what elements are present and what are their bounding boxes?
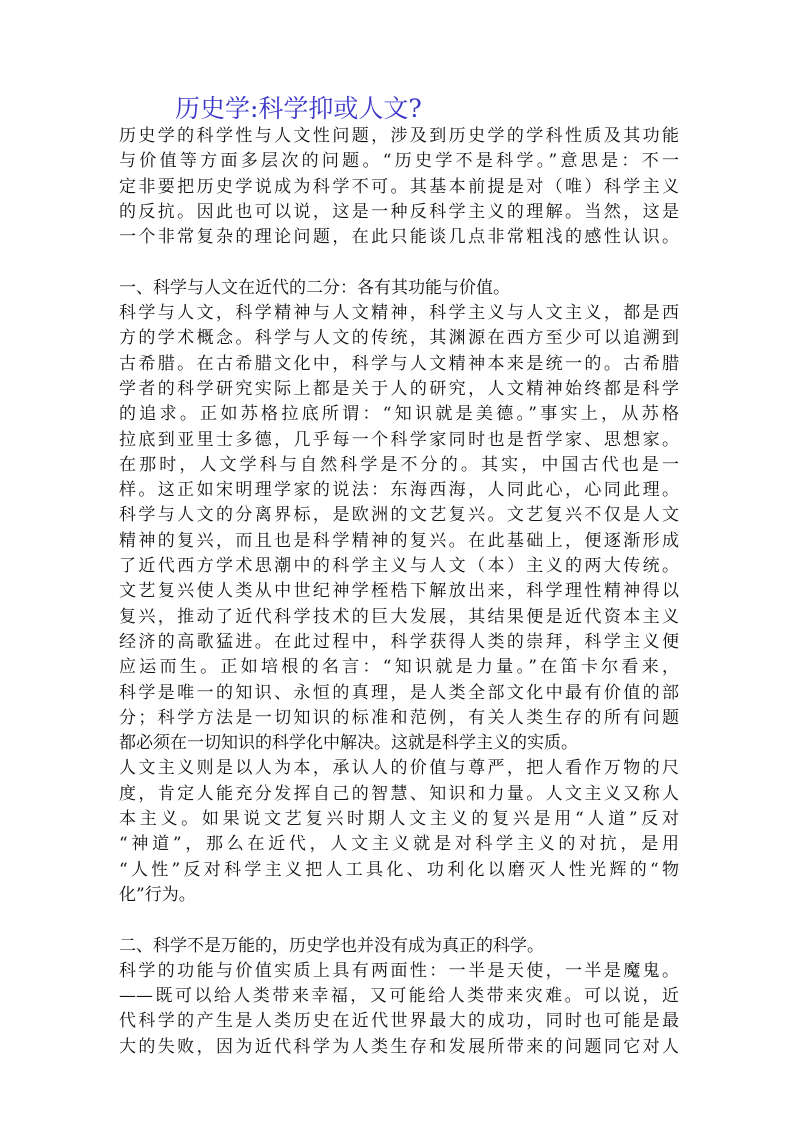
text-line: “人性”反对科学主义把人工具化、功利化以磨灭人性光辉的“物 [119, 859, 679, 880]
text-line: 本主义。如果说文艺复兴时期人文主义的复兴是用“人道”反对 [119, 809, 679, 830]
text-line: 大的失败，因为近代科学为人类生存和发展所带来的问题同它对人 [119, 1036, 679, 1057]
text-line: 拉底到亚里士多德，几乎每一个科学家同时也是哲学家、思想家。 [119, 429, 679, 450]
document-title: 历史学:科学抑或人文? [175, 94, 422, 123]
paragraph-spacer [119, 250, 679, 275]
text-line: 都必须在一切知识的科学化中解决。这就是科学主义的实质。 [119, 733, 578, 754]
text-line: 样。这正如宋明理学家的说法：东海西海，人同此心，心同此理。 [119, 480, 679, 501]
text-line: 方的学术概念。科学与人文的传统，其渊源在西方至少可以追溯到 [119, 328, 679, 349]
text-line: 经济的高歌猛进。在此过程中，科学获得人类的崇拜，科学主义便 [119, 631, 679, 652]
text-line: 文艺复兴使人类从中世纪神学桎梏下解放出来，科学理性精神得以 [119, 581, 679, 602]
text-line: 的反抗。因此也可以说，这是一种反科学主义的理解。当然，这是 [119, 201, 679, 222]
text-line: 化”行为。 [119, 884, 196, 905]
text-line: 与价值等方面多层次的问题。“历史学不是科学。”意思是：不一 [119, 151, 679, 172]
text-line: 科学与人文，科学精神与人文精神，科学主义与人文主义，都是西 [119, 303, 679, 324]
text-line: 人文主义则是以人为本，承认人的价值与尊严，把人看作万物的尺 [119, 758, 679, 779]
text-line: 学者的科学研究实际上都是关于人的研究，人文精神始终都是科学 [119, 378, 679, 399]
section-1 [119, 276, 679, 908]
text-line: 一个非常复杂的理论问题，在此只能谈几点非常粗浅的感性认识。 [119, 227, 679, 248]
section-2 [119, 934, 679, 1060]
text-line: 定非要把历史学说成为科学不可。其基本前提是对（唯）科学主义 [119, 176, 679, 197]
section-heading: 一、科学与人文在近代的二分：各有其功能与价值。 [119, 277, 510, 298]
text-line: 科学的功能与价值实质上具有两面性：一半是天使，一半是魔鬼。 [119, 960, 679, 981]
text-line: 复兴，推动了近代科学技术的巨大发展，其结果便是近代资本主义 [119, 606, 679, 627]
text-line: ——既可以给人类带来幸福，又可能给人类带来灾难。可以说，近 [119, 986, 679, 1007]
text-line: 了近代西方学术思潮中的科学主义与人文（本）主义的两大传统。 [119, 556, 679, 577]
text-line: 应运而生。正如培根的名言：“知识就是力量。”在笛卡尔看来， [119, 657, 679, 678]
section-heading: 二、科学不是万能的，历史学也并没有成为真正的科学。 [119, 935, 544, 956]
text-line: 科学与人文的分离界标，是欧洲的文艺复兴。文艺复兴不仅是人文 [119, 505, 679, 526]
text-line: “神道”，那么在近代，人文主义就是对科学主义的对抗，是用 [119, 834, 679, 855]
text-line: 度，肯定人能充分发挥自己的智慧、知识和力量。人文主义又称人 [119, 783, 679, 804]
paragraph-spacer [119, 908, 679, 933]
text-line: 历史学的科学性与人文性问题，涉及到历史学的学科性质及其功能 [119, 126, 679, 146]
document-body [119, 124, 679, 1060]
text-line: 在那时，人文学科与自然科学是不分的。其实，中国古代也是一 [119, 454, 679, 475]
text-line: 代科学的产生是人类历史在近代世界最大的成功，同时也可能是最 [119, 1011, 679, 1032]
text-line: 精神的复兴，而且也是科学精神的复兴。在此基础上，便逐渐形成 [119, 530, 679, 551]
text-line: 分；科学方法是一切知识的标准和范例，有关人类生存的所有问题 [119, 707, 679, 728]
intro-paragraph [119, 124, 679, 250]
text-line: 的追求。正如苏格拉底所谓：“知识就是美德。”事实上，从苏格 [119, 404, 679, 425]
text-line: 古希腊。在古希腊文化中，科学与人文精神本来是统一的。古希腊 [119, 353, 679, 374]
text-line: 科学是唯一的知识、永恒的真理，是人类全部文化中最有价值的部 [119, 682, 679, 703]
